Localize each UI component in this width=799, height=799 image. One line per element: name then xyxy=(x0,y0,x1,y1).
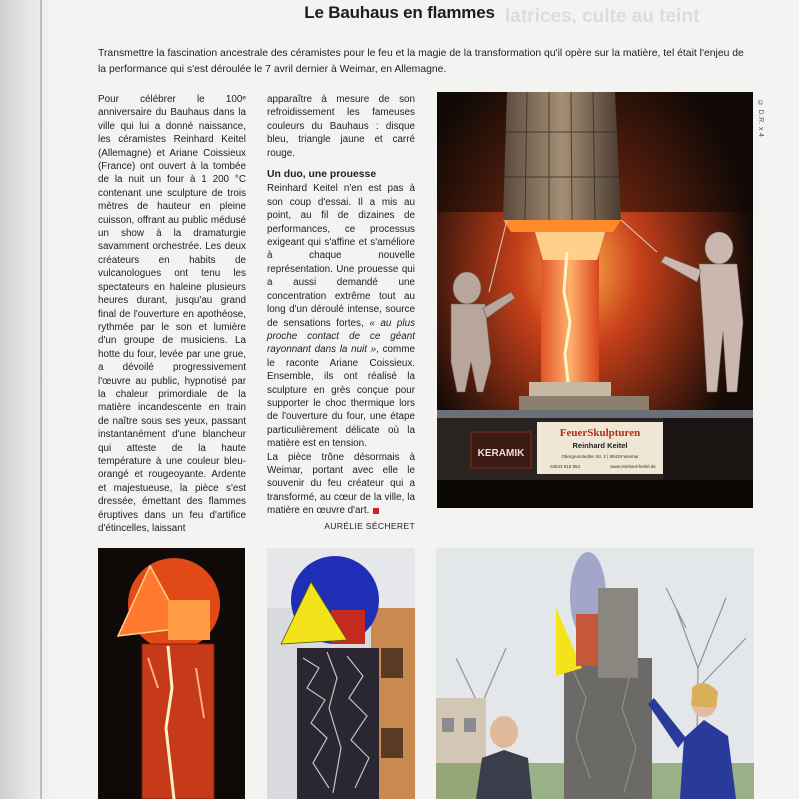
column-2-text-continuation: , comme le raconte Ariane Coissieux. Ensemble, ils ont réalisé la sculpture en grès conçue pour supporter le choc thermique lors de l'ouverture du four, une étape particulièrement délicate où la matière est en tension. xyxy=(267,344,415,450)
quote: « au plus proche contact de ce géant rayonnant dans la nuit » xyxy=(267,317,416,356)
column-2-text-intro: apparaître à mesure de son refroidissement les fameuses couleurs du Bauhaus : disque bleu, triangle jaune et carré rouge. xyxy=(267,94,415,159)
article-title: Le Bauhaus en flammes xyxy=(304,3,495,22)
page-edge xyxy=(40,0,42,799)
text-column-1 xyxy=(98,93,246,535)
photo-artists-with-sculpture xyxy=(436,548,754,799)
column-2-paragraph xyxy=(267,182,415,450)
banner-address: Obergrunstedter Str. 2 | 99428 Weimar xyxy=(561,454,639,459)
page-gutter xyxy=(0,0,52,799)
banner-brand: FeuerSkulpturen xyxy=(559,427,641,439)
column-2-text-body: Reinhard Keitel n'en est pas à son coup d'essai. Il a mis au point, au fil de dizaines de performances, ce processus exigeant qui s'affine et s'améliore à chaque nouvelle représentation. Une prouesse qui a aussi demandé une concentration extrême tout au long d'un déroulé intense, source de sensations fortes, xyxy=(267,183,415,329)
banner-name: Reinhard Keitel xyxy=(572,441,628,450)
section-subhead: Un duo, une prouesse xyxy=(267,169,377,181)
banner-website: www.reinhard-keitel.de xyxy=(610,464,656,469)
banner-left-logo: KERAMIK xyxy=(477,448,525,459)
column-1-text: Pour célébrer le 100ᵉ anniversaire du Bauhaus dans la ville qui lui a donné naissance, les céramistes Reinhard Keitel (Allemagne) et Ariane Coissieux (France) ont ouvert à la tombée de la nuit un four à 1 200 °C contenant une sculpture de trois mètres de hauteur en pleine cuisson, offrant au public médusé un show à la dramaturgie savamment orchestrée. Les deux créateurs en habits de vulcanologues ont tenu les spectateurs en haleine plusieurs heures durant, jusqu'au grand final de l'ouverture en apothéose, rythmée par le son et lumière d'un groupe de musiciens. La hotte du four, levée par une grue, a dévoilé progressivement l'œuvre au public, hypnotisé par la chaleur primordiale de la matière incandescente en train de naître sous ses yeux, passant instantanément d'une blancheur qui atteste de la haute température à une couleur bleu-orangé et rougeoyante. Ardente et majestueuse, la pièce s'est dressée, émettant des flammes éruptives dans un feu d'artifice d'étincelles, laissant xyxy=(98,94,246,534)
main-photo-kiln-opening xyxy=(437,92,753,508)
text-column-2 xyxy=(267,93,415,533)
bleed-through-heading: latrices, culte au teint xyxy=(505,6,700,27)
author-signature: AURÉLIE SÉCHERET xyxy=(324,520,415,531)
photo-glowing-sculpture xyxy=(98,548,245,799)
end-mark xyxy=(373,508,379,514)
photo-bauhaus-sculpture xyxy=(267,548,415,799)
column-2-text-closing xyxy=(267,451,415,518)
banner-phone: 03643 519 853 xyxy=(549,464,581,469)
photo-credit: © D.R. x 4 xyxy=(757,100,764,138)
article-lead: Transmettre la fascination ancestrale des céramistes pour le feu et la magie de la transformation qu'il opère sur la matière, tel était l'enjeu de la performance qui s'est déroulée le 7 avril dernier à Weimar, en Allemagne. xyxy=(98,48,744,75)
closing-text: La pièce trône désormais à Weimar, portant avec elle le souvenir du feu créateur qui a transformé, au cœur de la ville, la matière en œuvre d'art. xyxy=(267,451,415,517)
